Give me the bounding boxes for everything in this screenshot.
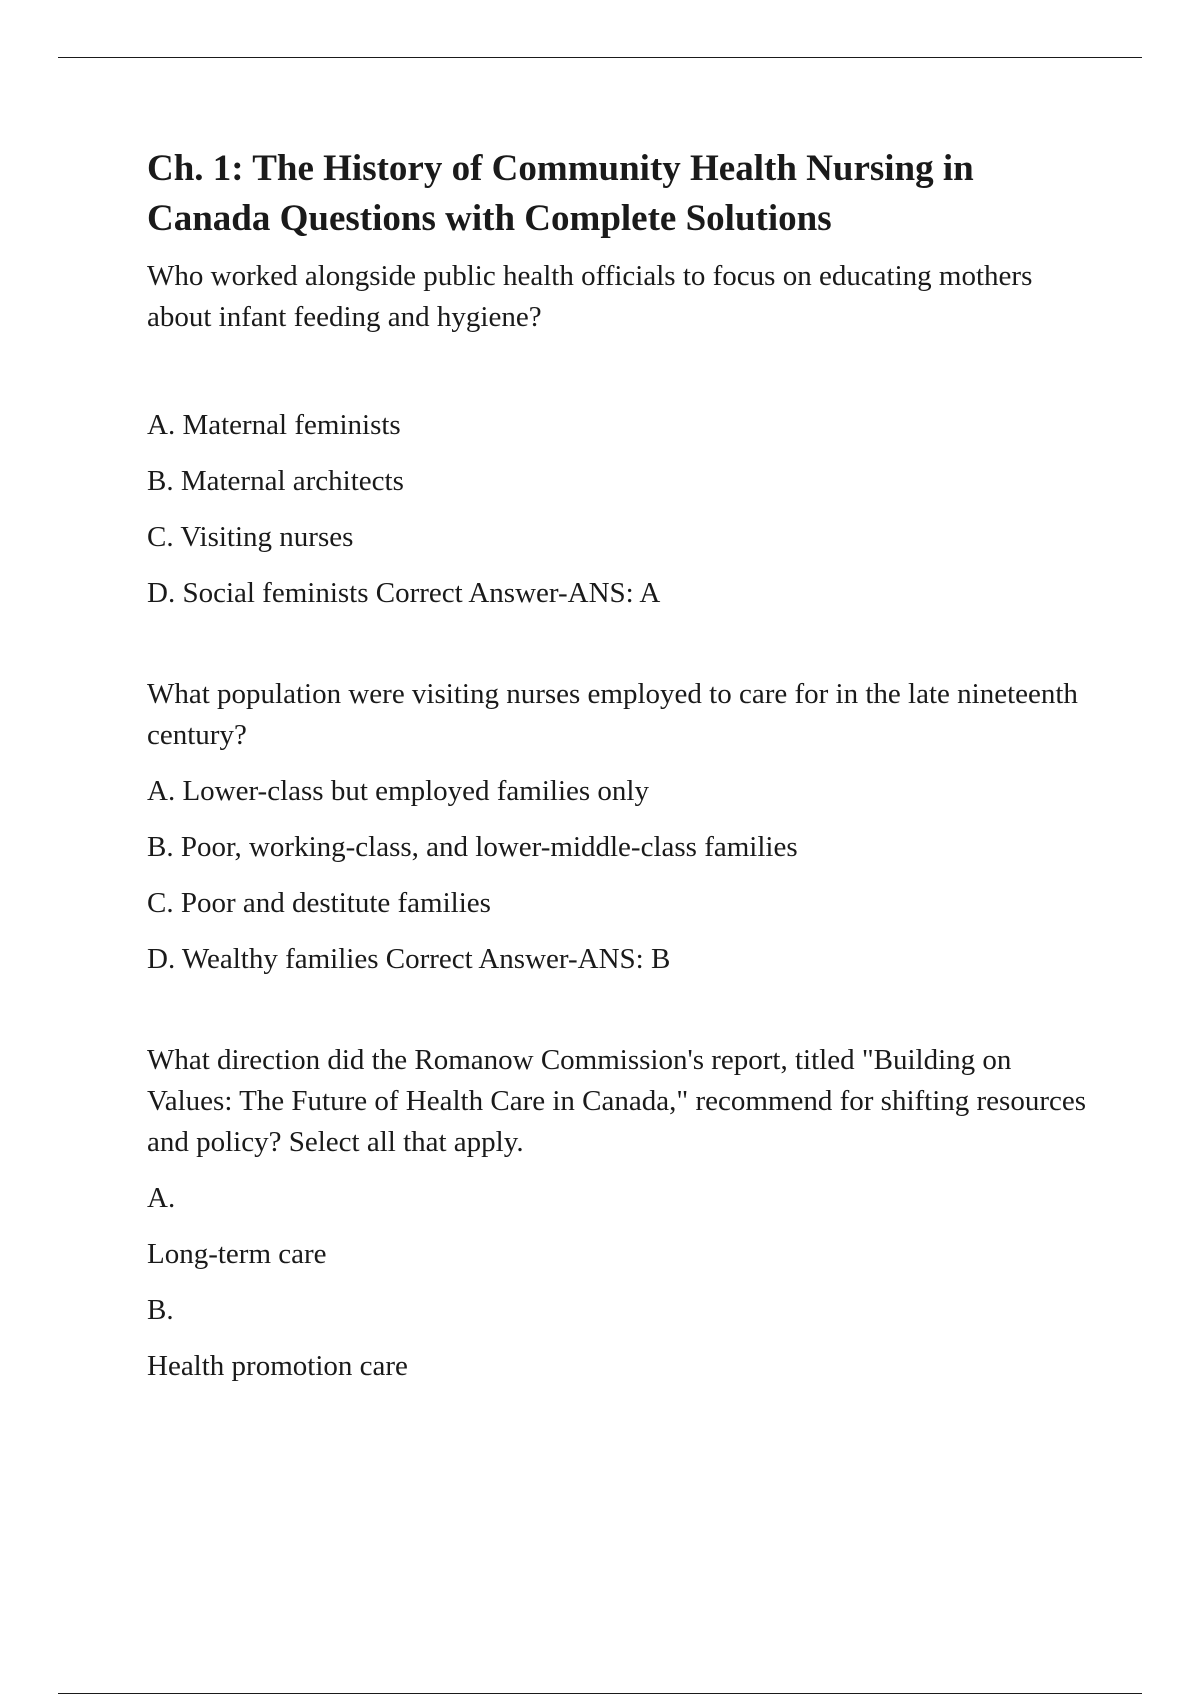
question-3-option-a-text: Long-term care — [147, 1238, 327, 1270]
page-title: Ch. 1: The History of Community Health Nursing in Canada Questions with Complete Solutions — [147, 148, 974, 239]
question-2-prompt: What population were visiting nurses employed to care for in the late nineteenth century? — [147, 678, 1078, 751]
question-3-prompt: What direction did the Romanow Commission's report, titled "Building on Values: The Future of Health Care in Canada," recommend for shifting resources and policy? Select all that apply. — [147, 1044, 1087, 1158]
question-2-option-a: A. Lower-class but employed families only — [147, 775, 649, 807]
question-1-option-d: D. Social feminists Correct Answer-ANS: A — [147, 577, 661, 609]
question-1-option-a: A. Maternal feminists — [147, 409, 401, 441]
question-3-option-b-text: Health promotion care — [147, 1350, 408, 1382]
question-2 — [147, 674, 1087, 980]
question-1 — [147, 256, 1087, 614]
question-2-option-b: B. Poor, working-class, and lower-middle-class families — [147, 831, 798, 863]
question-3-option-a-letter: A. — [147, 1182, 176, 1214]
question-2-option-d: D. Wealthy families Correct Answer-ANS: B — [147, 943, 671, 975]
question-1-option-c: C. Visiting nurses — [147, 521, 354, 553]
document-body — [147, 144, 1087, 1387]
top-rule — [58, 57, 1142, 58]
question-1-prompt: Who worked alongside public health officials to focus on educating mothers about infant feeding and hygiene? — [147, 260, 1033, 333]
question-3-option-b-letter: B. — [147, 1294, 174, 1326]
question-1-option-b: B. Maternal architects — [147, 465, 404, 497]
question-3 — [147, 1040, 1087, 1387]
bottom-rule — [58, 1693, 1142, 1694]
question-2-option-c: C. Poor and destitute families — [147, 887, 491, 919]
